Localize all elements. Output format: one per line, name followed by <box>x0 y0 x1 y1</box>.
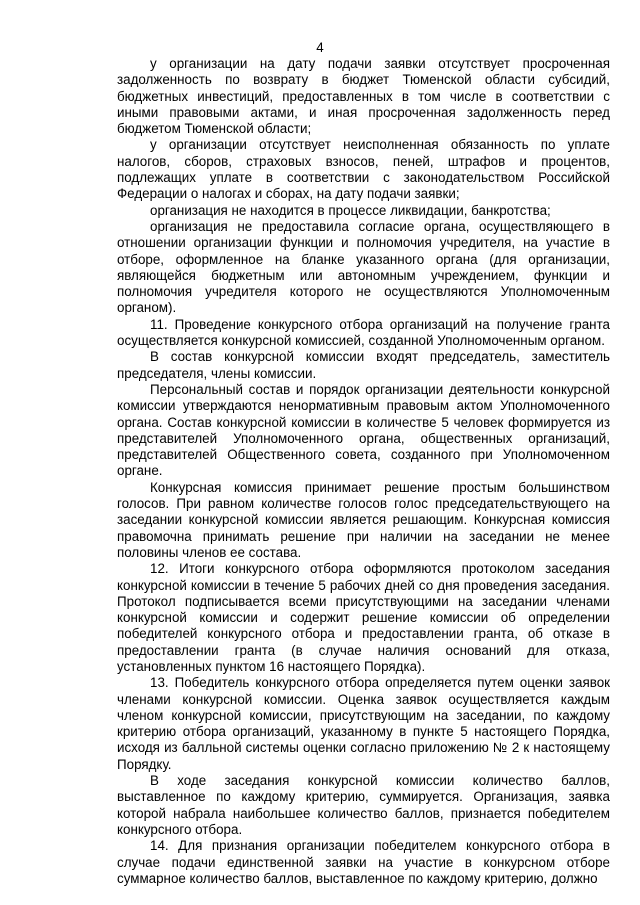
paragraph-commission-personnel: Персональный состав и порядок организации деятельности конкурсной комиссии утверждаются ненормативным правовым актом Уполномоченного органа. Состав конкурсной комиссии в количестве 5 человек формируется из представителей Уполномоченного органа, общественных организаций, представителей Общественного совета, созданного при Уполномоченном органе. <box>117 381 610 479</box>
paragraph-not-liquidated: организация не находится в процессе ликвидации, банкротства; <box>150 202 551 218</box>
page-number: 4 <box>316 40 324 55</box>
paragraph-commission-decision: Конкурсная комиссия принимает решение простым большинством голосов. При равном количестве голосов голос председательствующего на заседании конкурсной комиссии является решающим. Конкурсная комиссия правомочна принимать решение при наличии на заседании не менее половины членов ее состава. <box>117 479 610 560</box>
paragraph-clause-14: 14. Для признания организации победителем конкурсного отбора в случае подачи единственной заявки на участие в конкурсном отборе суммарное количество баллов, выставленное по каждому критерию, должно <box>117 838 610 886</box>
paragraph-clause-11: 11. Проведение конкурсного отбора организаций на получение гранта осуществляется конкурсной комиссией, созданной Уполномоченным органом. <box>117 316 610 349</box>
paragraph-clause-13: 13. Победитель конкурсного отбора определяется путем оценки заявок членами конкурсной комиссии. Оценка заявок осуществляется каждым членом конкурсной комиссии, присутствующим на заседании, по каждому критерию отбора организаций, указанному в пункте 5 настоящего Порядка, исходя из балльной системы оценки согласно приложению № 2 к настоящему Порядку. <box>117 675 610 772</box>
paragraph-commission-composition: В состав конкурсной комиссии входят председатель, заместитель председателя, члены комиссии. <box>117 349 610 381</box>
paragraph-no-overdue-debt: у организации на дату подачи заявки отсутствует просроченная задолженность по возврату в бюджет Тюменской области субсидий, бюджетных инвестиций, предоставленных в том числе в соответствии с иными правовыми актами, и иная просроченная задолженность перед бюджетом Тюменской области; <box>117 56 610 137</box>
paragraph-founder-consent: организация не предоставила согласие органа, осуществляющего в отношении организации функции и полномочия учредителя, на участие в отборе, оформленное на бланке указанного органа (для организации, являющейся бюджетным или автономным учреждением, функции и полномочия учредителя которого не осуществляются Уполномоченным органом). <box>117 218 610 316</box>
document-body <box>117 56 610 887</box>
paragraph-score-summation: В ходе заседания конкурсной комиссии количество баллов, выставленное по каждому критерию, суммируется. Организация, заявка которой набрала наибольшее количество баллов, признается победителем конкурсного отбора. <box>117 773 610 837</box>
paragraph-no-tax-obligation: у организации отсутствует неисполненная обязанность по уплате налогов, сборов, страховых взносов, пеней, штрафов и процентов, подлежащих уплате в соответствии с законодательством Российской Федерации о налогах и сборах, на дату подачи заявки; <box>117 137 610 202</box>
paragraph-clause-12: 12. Итоги конкурсного отбора оформляются протоколом заседания конкурсной комиссии в течение 5 рабочих дней со дня проведения заседания. Протокол подписывается всеми присутствующими на заседании членами конкурсной комиссии и содержит решение комиссии об определении победителей конкурсного отбора и предоставлении гранта, об отказе в предоставлении гранта (в случае наличия оснований для отказа, установленных пунктом 16 настоящего Порядка). <box>117 561 610 674</box>
